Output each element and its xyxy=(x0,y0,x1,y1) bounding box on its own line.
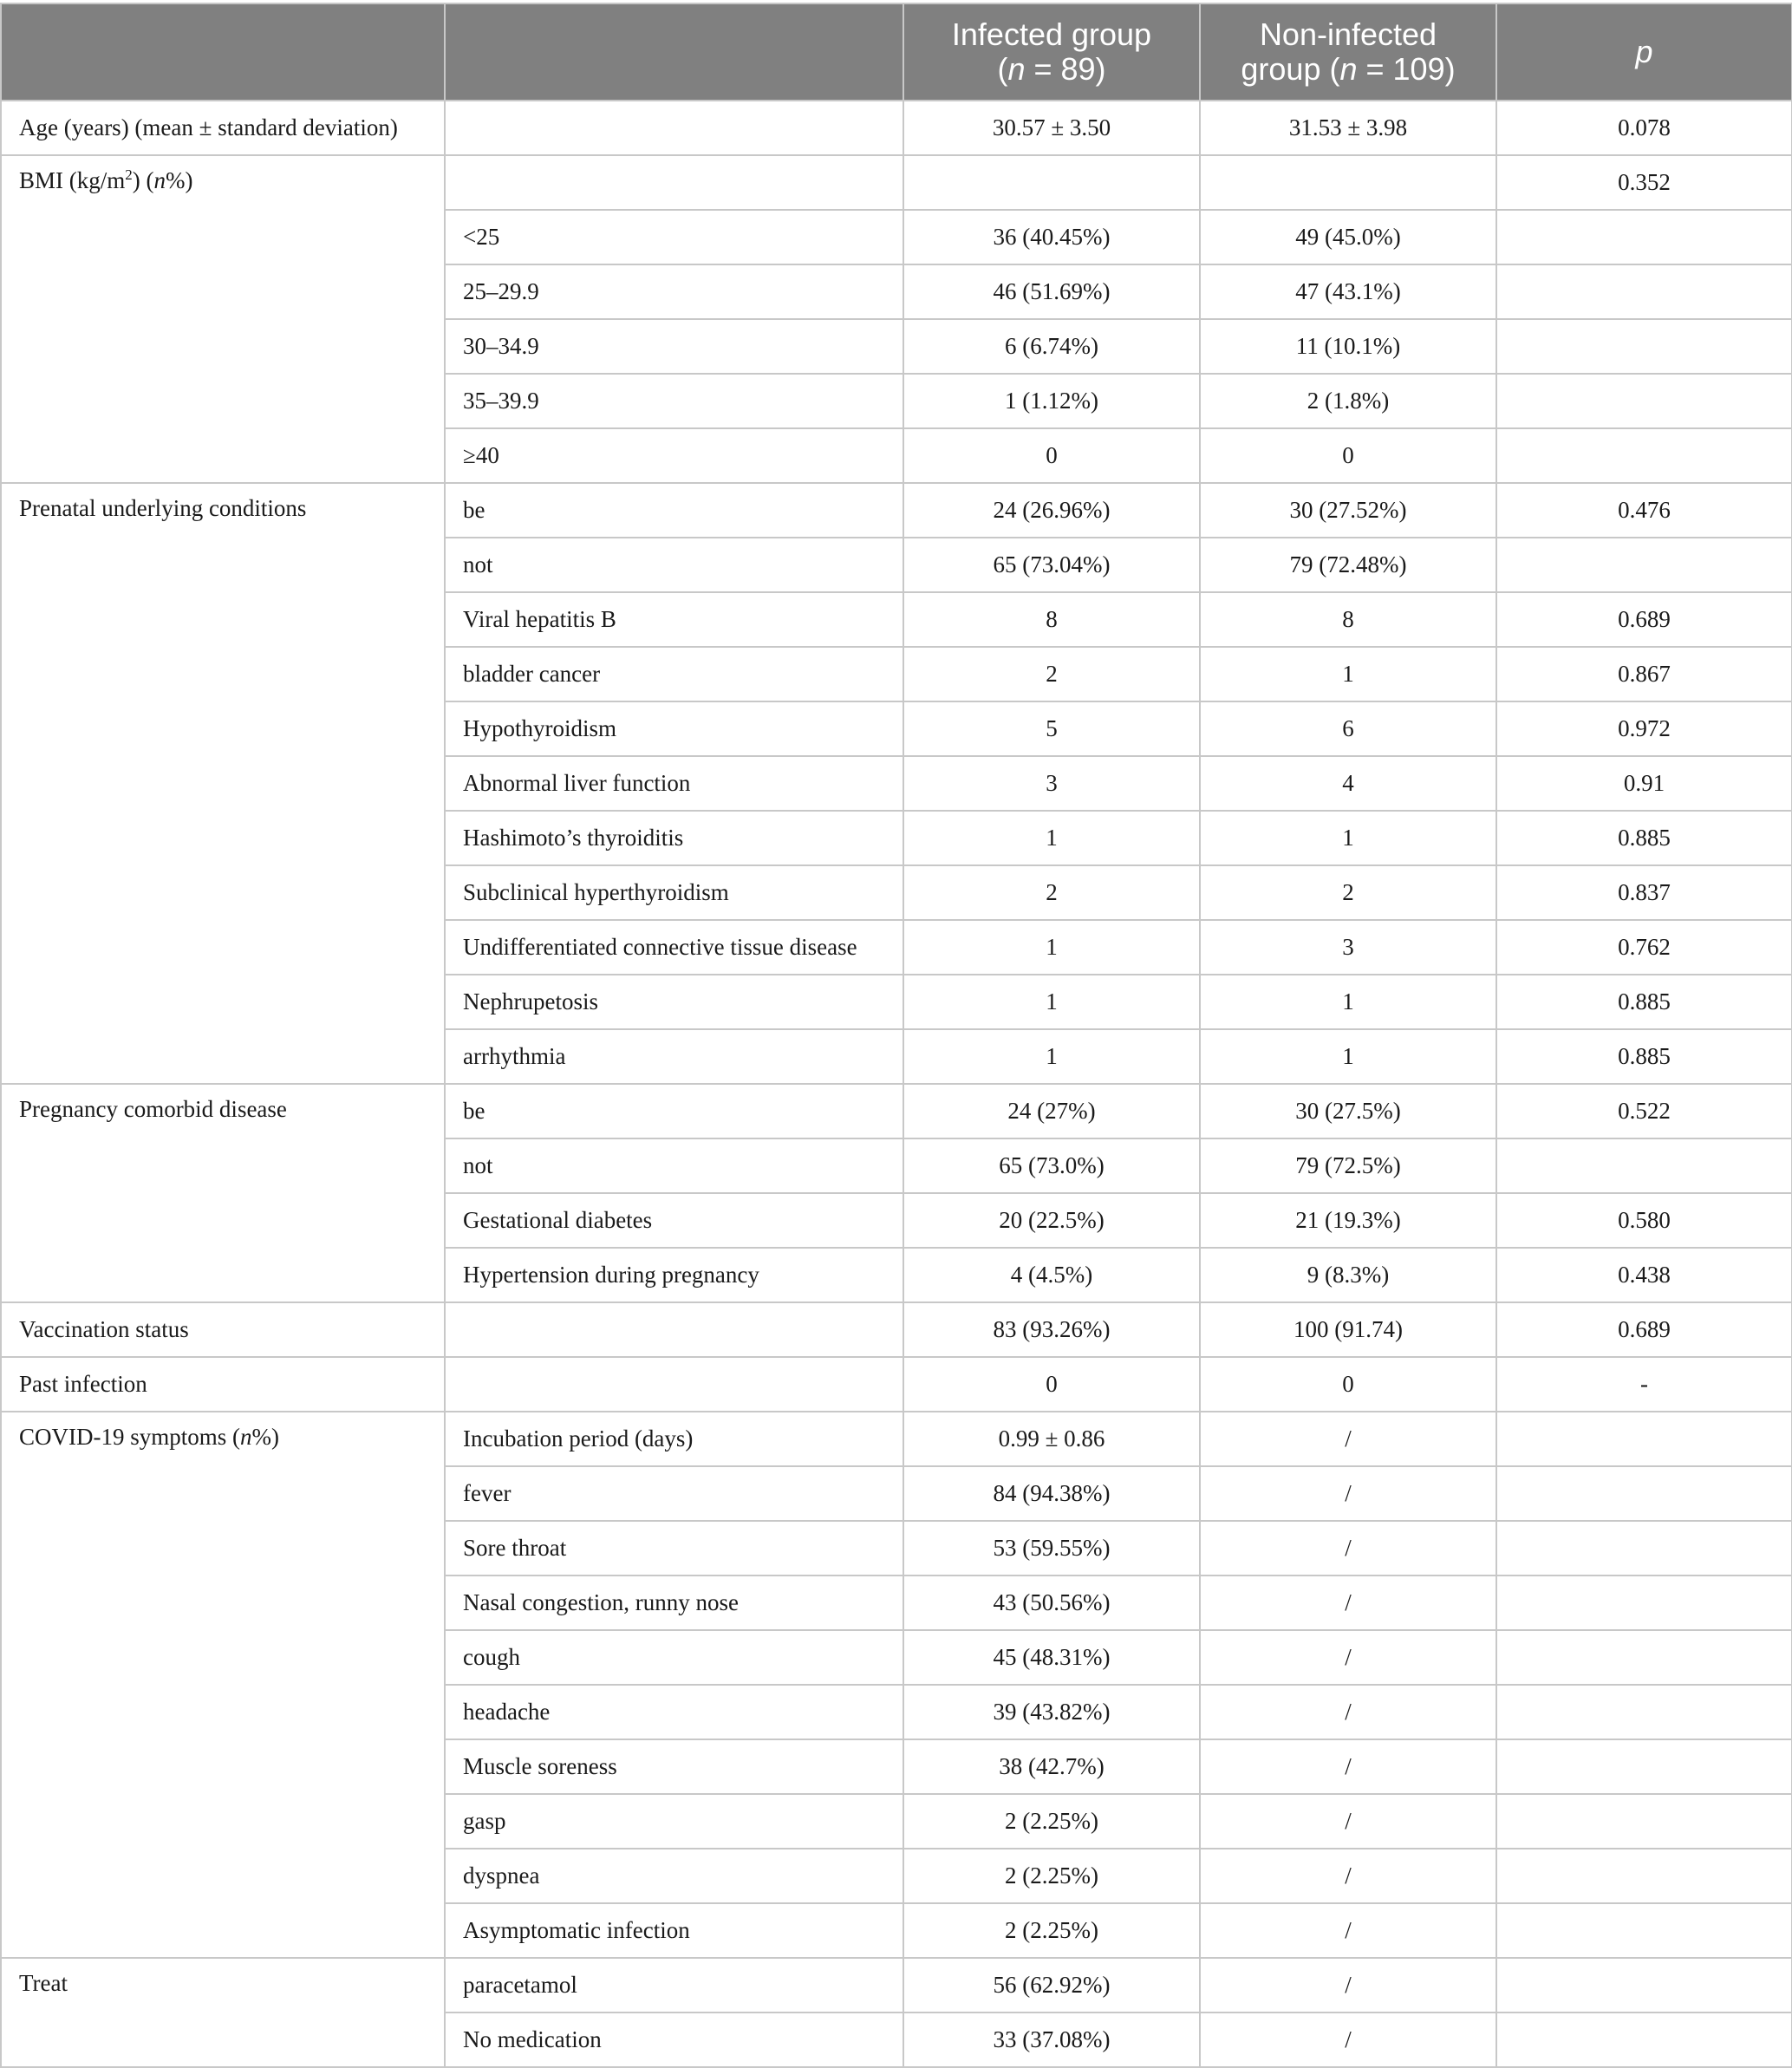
cell-p: 0.689 xyxy=(1496,592,1792,647)
header-category xyxy=(1,3,445,101)
table-row xyxy=(1,101,1792,155)
cell-infected: 5 xyxy=(903,701,1200,756)
cell-p xyxy=(1496,1575,1792,1630)
cell-infected: 38 (42.7%) xyxy=(903,1739,1200,1794)
header-row xyxy=(1,3,1792,101)
table-row xyxy=(1,1302,1792,1357)
table-row xyxy=(1,483,1792,538)
cell-noninfected: / xyxy=(1200,1412,1496,1466)
cell-p: 0.078 xyxy=(1496,101,1792,155)
cell-noninfected: / xyxy=(1200,1958,1496,2013)
subrow-label: arrhythmia xyxy=(445,1029,903,1084)
subrow-label: gasp xyxy=(445,1794,903,1849)
table-row xyxy=(1,1958,1792,2013)
subrow-label: not xyxy=(445,1138,903,1193)
cell-noninfected: 30 (27.5%) xyxy=(1200,1084,1496,1138)
cell-noninfected: / xyxy=(1200,1466,1496,1521)
cell-p xyxy=(1496,210,1792,264)
cell-p: 0.522 xyxy=(1496,1084,1792,1138)
subrow-label: cough xyxy=(445,1630,903,1685)
cell-infected: 1 (1.12%) xyxy=(903,374,1200,428)
subrow-label: Nasal congestion, runny nose xyxy=(445,1575,903,1630)
subrow-label: 25–29.9 xyxy=(445,264,903,319)
subrow-label: be xyxy=(445,483,903,538)
cell-p xyxy=(1496,1138,1792,1193)
header-subcategory xyxy=(445,3,903,101)
cell-noninfected: 0 xyxy=(1200,428,1496,483)
table-row xyxy=(1,1357,1792,1412)
cell-infected: 2 (2.25%) xyxy=(903,1849,1200,1903)
cell-p: 0.972 xyxy=(1496,701,1792,756)
cell-infected: 20 (22.5%) xyxy=(903,1193,1200,1248)
subrow-label: Nephrupetosis xyxy=(445,975,903,1029)
subrow-label: Viral hepatitis B xyxy=(445,592,903,647)
cell-p xyxy=(1496,264,1792,319)
subrow-label: 30–34.9 xyxy=(445,319,903,374)
cell-noninfected: 0 xyxy=(1200,1357,1496,1412)
subrow-label: No medication xyxy=(445,2013,903,2067)
row-label-age: Age (years) (mean ± standard deviation) xyxy=(1,101,445,155)
cell-noninfected: 1 xyxy=(1200,975,1496,1029)
cell-infected: 43 (50.56%) xyxy=(903,1575,1200,1630)
cell-noninfected: 47 (43.1%) xyxy=(1200,264,1496,319)
row-label-covid-symptoms: COVID-19 symptoms (n%) xyxy=(1,1412,445,1958)
cell-infected: 1 xyxy=(903,920,1200,975)
subrow-label: bladder cancer xyxy=(445,647,903,701)
subrow-label: Asymptomatic infection xyxy=(445,1903,903,1958)
row-label-vaccination: Vaccination status xyxy=(1,1302,445,1357)
cell-noninfected: 9 (8.3%) xyxy=(1200,1248,1496,1302)
cell-infected: 1 xyxy=(903,1029,1200,1084)
cell-noninfected: 1 xyxy=(1200,811,1496,865)
cell-noninfected: 79 (72.5%) xyxy=(1200,1138,1496,1193)
cell-noninfected: 11 (10.1%) xyxy=(1200,319,1496,374)
subrow-label: headache xyxy=(445,1685,903,1739)
cell-infected: 30.57 ± 3.50 xyxy=(903,101,1200,155)
cell-p xyxy=(1496,1794,1792,1849)
cell-p xyxy=(1496,1466,1792,1521)
cell-p: 0.837 xyxy=(1496,865,1792,920)
subrow-label: paracetamol xyxy=(445,1958,903,2013)
cell-infected: 24 (27%) xyxy=(903,1084,1200,1138)
cell-p: 0.476 xyxy=(1496,483,1792,538)
cell-noninfected: 1 xyxy=(1200,647,1496,701)
cell-p: 0.352 xyxy=(1496,155,1792,210)
header-noninfected-group: Non-infected group (n = 109) xyxy=(1200,3,1496,101)
cell-noninfected: 3 xyxy=(1200,920,1496,975)
subrow-label: Hashimoto’s thyroiditis xyxy=(445,811,903,865)
subrow-label: Incubation period (days) xyxy=(445,1412,903,1466)
cell-p xyxy=(1496,374,1792,428)
subrow-label: Hypertension during pregnancy xyxy=(445,1248,903,1302)
subrow-label: Undifferentiated connective tissue disease xyxy=(445,920,903,975)
header-p-value: p xyxy=(1496,3,1792,101)
subrow-label: ≥40 xyxy=(445,428,903,483)
cell-p: 0.91 xyxy=(1496,756,1792,811)
cell-noninfected: 79 (72.48%) xyxy=(1200,538,1496,592)
cell-noninfected: 31.53 ± 3.98 xyxy=(1200,101,1496,155)
cell-noninfected: 100 (91.74) xyxy=(1200,1302,1496,1357)
cell-noninfected: / xyxy=(1200,1903,1496,1958)
cell-noninfected: 30 (27.52%) xyxy=(1200,483,1496,538)
cell-p xyxy=(1496,1630,1792,1685)
cell-infected: 4 (4.5%) xyxy=(903,1248,1200,1302)
cell-infected: 56 (62.92%) xyxy=(903,1958,1200,2013)
subrow-label: Subclinical hyperthyroidism xyxy=(445,865,903,920)
cell-infected: 46 (51.69%) xyxy=(903,264,1200,319)
cell-p xyxy=(1496,1685,1792,1739)
subrow-label: <25 xyxy=(445,210,903,264)
cell-infected: 0 xyxy=(903,1357,1200,1412)
subrow-label: fever xyxy=(445,1466,903,1521)
cell-noninfected: / xyxy=(1200,1685,1496,1739)
cell-noninfected: 2 xyxy=(1200,865,1496,920)
cell-p: 0.762 xyxy=(1496,920,1792,975)
cell-p xyxy=(1496,1412,1792,1466)
cell-infected: 6 (6.74%) xyxy=(903,319,1200,374)
cell-noninfected: 49 (45.0%) xyxy=(1200,210,1496,264)
subrow-label: be xyxy=(445,1084,903,1138)
cell-infected: 45 (48.31%) xyxy=(903,1630,1200,1685)
cell-noninfected: 21 (19.3%) xyxy=(1200,1193,1496,1248)
cell-infected: 84 (94.38%) xyxy=(903,1466,1200,1521)
cell-infected: 65 (73.0%) xyxy=(903,1138,1200,1193)
cell-p: 0.885 xyxy=(1496,1029,1792,1084)
cell-p: 0.438 xyxy=(1496,1248,1792,1302)
row-label-pregnancy: Pregnancy comorbid disease xyxy=(1,1084,445,1302)
cell-noninfected: 2 (1.8%) xyxy=(1200,374,1496,428)
cell-p xyxy=(1496,1739,1792,1794)
cell-p: 0.885 xyxy=(1496,811,1792,865)
subrow-label: Muscle soreness xyxy=(445,1739,903,1794)
cell-p xyxy=(1496,1903,1792,1958)
cell-p xyxy=(1496,428,1792,483)
cell-noninfected: / xyxy=(1200,1521,1496,1575)
subrow-label: dyspnea xyxy=(445,1849,903,1903)
cell-noninfected: 4 xyxy=(1200,756,1496,811)
cell-infected: 3 xyxy=(903,756,1200,811)
subrow-label: Abnormal liver function xyxy=(445,756,903,811)
cell-noninfected: 8 xyxy=(1200,592,1496,647)
subrow-label: not xyxy=(445,538,903,592)
cell-p: 0.867 xyxy=(1496,647,1792,701)
cell-p: - xyxy=(1496,1357,1792,1412)
row-label-treat: Treat xyxy=(1,1958,445,2067)
cell-p: 0.885 xyxy=(1496,975,1792,1029)
row-label-prenatal: Prenatal underlying conditions xyxy=(1,483,445,1084)
subrow-label: Gestational diabetes xyxy=(445,1193,903,1248)
cell-infected: 0 xyxy=(903,428,1200,483)
cell-infected: 1 xyxy=(903,811,1200,865)
cell-infected: 33 (37.08%) xyxy=(903,2013,1200,2067)
cell-infected: 53 (59.55%) xyxy=(903,1521,1200,1575)
table-row xyxy=(1,1084,1792,1138)
cell-p xyxy=(1496,1849,1792,1903)
table-row xyxy=(1,155,1792,210)
cell-infected: 2 xyxy=(903,647,1200,701)
cell-infected: 39 (43.82%) xyxy=(903,1685,1200,1739)
cell-noninfected: / xyxy=(1200,1575,1496,1630)
row-label-past-infection: Past infection xyxy=(1,1357,445,1412)
cell-noninfected: / xyxy=(1200,1630,1496,1685)
cell-infected: 83 (93.26%) xyxy=(903,1302,1200,1357)
subrow-label: 35–39.9 xyxy=(445,374,903,428)
cell-noninfected: / xyxy=(1200,1794,1496,1849)
cell-infected: 2 xyxy=(903,865,1200,920)
cell-p xyxy=(1496,2013,1792,2067)
cell-p xyxy=(1496,319,1792,374)
cell-infected: 24 (26.96%) xyxy=(903,483,1200,538)
cell-p: 0.689 xyxy=(1496,1302,1792,1357)
cell-noninfected: / xyxy=(1200,1849,1496,1903)
cell-infected: 65 (73.04%) xyxy=(903,538,1200,592)
cell-p xyxy=(1496,1521,1792,1575)
cell-p xyxy=(1496,538,1792,592)
cell-infected: 2 (2.25%) xyxy=(903,1903,1200,1958)
cell-infected: 1 xyxy=(903,975,1200,1029)
cell-noninfected: 1 xyxy=(1200,1029,1496,1084)
subrow-label: Hypothyroidism xyxy=(445,701,903,756)
cell-infected: 8 xyxy=(903,592,1200,647)
cell-infected: 2 (2.25%) xyxy=(903,1794,1200,1849)
data-table xyxy=(0,3,1792,2068)
subrow-label: Sore throat xyxy=(445,1521,903,1575)
table-row xyxy=(1,1412,1792,1466)
cell-infected: 36 (40.45%) xyxy=(903,210,1200,264)
cell-noninfected: / xyxy=(1200,1739,1496,1794)
cell-p: 0.580 xyxy=(1496,1193,1792,1248)
cell-infected: 0.99 ± 0.86 xyxy=(903,1412,1200,1466)
cell-noninfected: 6 xyxy=(1200,701,1496,756)
header-infected-group: Infected group (n = 89) xyxy=(903,3,1200,101)
cell-noninfected: / xyxy=(1200,2013,1496,2067)
row-label-bmi: BMI $(kg/m^2)$ (n%) xyxy=(1,155,445,483)
cell-p xyxy=(1496,1958,1792,2013)
